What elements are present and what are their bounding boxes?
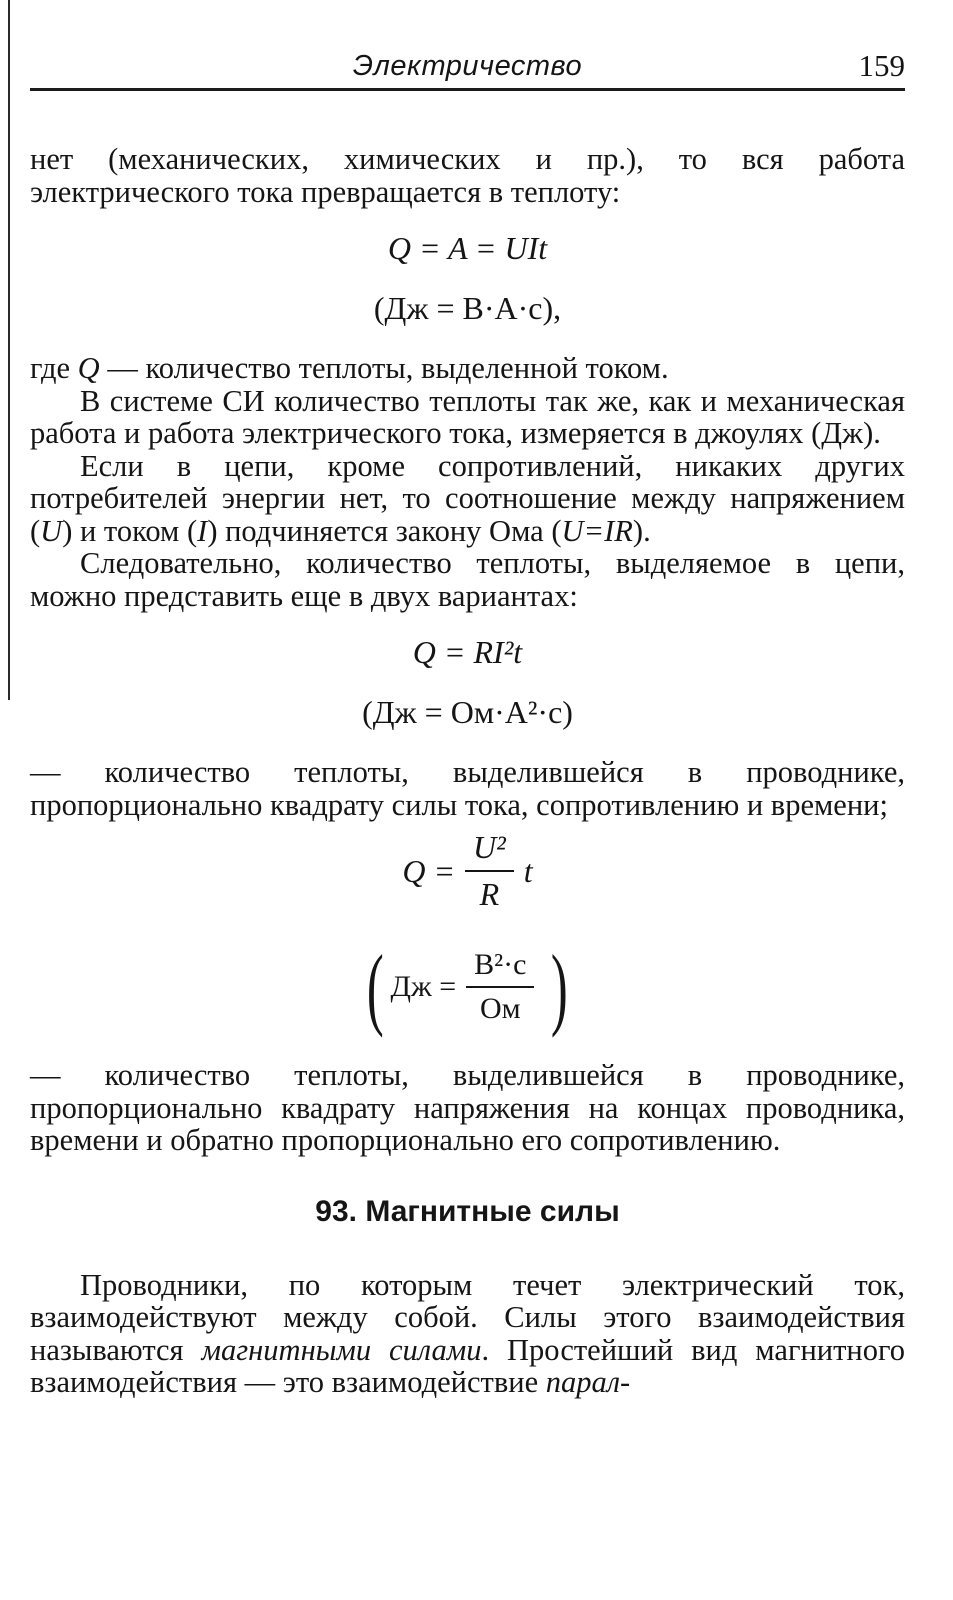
formula-joule-current-units: (Дж = Ом·А²·с) xyxy=(362,694,573,730)
paragraph-8-term: магнитными силами xyxy=(201,1332,482,1367)
paragraph-5: Следовательно, количество теплоты, выделяемое в цепи, можно представить еще в двух вариантах: xyxy=(30,546,905,613)
paragraph-2-where: где xyxy=(30,351,71,385)
page-number: 159 xyxy=(858,48,905,83)
formula-3-fraction xyxy=(465,829,514,913)
page-edge-line xyxy=(8,0,10,700)
paragraph-8-a: Проводники, по которым течет электрический ток, взаимодействуют между собой. Силы этого взаимодействия называются xyxy=(30,1267,905,1367)
paragraph-2-symbol: Q xyxy=(77,351,100,385)
paragraph-4-d: ). xyxy=(632,513,651,548)
paragraph-4-ohm-law: U=IR xyxy=(561,513,633,548)
paragraph-7: — количество теплоты, выделившейся в проводнике, пропорционально квадрату напряжения на концах проводника, времени и обратно пропорционально его сопротивлению. xyxy=(30,1058,905,1157)
formula-3-units-inner xyxy=(391,948,545,1026)
formula-joule-current: Q = RI²t xyxy=(412,634,523,670)
paragraph-2-rest: — количество теплоты, выделенной током. xyxy=(107,351,669,385)
right-paren-glyph: ) xyxy=(551,936,569,1038)
paragraph-6: — количество теплоты, выделившейся в проводнике, пропорционально квадрату силы тока, сопротивлению и времени; xyxy=(30,755,905,822)
formula-3-denominator: R xyxy=(479,876,500,912)
paragraph-4-b: ) и током ( xyxy=(62,513,198,548)
paragraph-4-c: ) подчиняется закону Ома ( xyxy=(207,513,562,548)
paragraph-2 xyxy=(30,352,905,385)
formula-3-units-fraction xyxy=(466,948,534,1026)
formula-heat-work: Q = A = UIt xyxy=(387,230,548,266)
formula-3-lhs: Q = xyxy=(402,852,456,889)
running-title: Электричество xyxy=(352,50,583,82)
formula-joule-voltage xyxy=(30,829,905,913)
formula-3-numerator: U² xyxy=(465,829,514,872)
formula-joule-voltage-units xyxy=(30,936,905,1038)
formula-heat-work-units: (Дж = В·А·с), xyxy=(373,290,562,326)
section-heading: 93. Магнитные силы xyxy=(315,1194,620,1228)
running-head xyxy=(30,40,905,91)
paragraph-4-I: I xyxy=(197,513,208,548)
book-page xyxy=(30,40,905,1399)
left-paren-glyph: ( xyxy=(366,936,384,1038)
formula-3-units-lhs: Дж = xyxy=(390,970,457,1003)
paragraph-4 xyxy=(30,450,905,548)
paragraph-8-b: . Простейший вид магнитного взаимодействия — это взаимодействие xyxy=(30,1332,905,1399)
formula-3-rhs: t xyxy=(523,852,533,889)
paragraph-3: В системе СИ количество теплоты так же, как и механическая работа и работа электрического тока, измеряется в джоулях (Дж). xyxy=(30,383,905,450)
paragraph-8-tail: парал- xyxy=(545,1365,631,1399)
paragraph-8 xyxy=(30,1269,905,1399)
paragraph-1: нет (механических, химических и пр.), то вся работа электрического тока превращается в теплоту: xyxy=(30,142,905,209)
formula-3-units-numerator: В²·с xyxy=(466,948,534,988)
formula-3-units-denominator: Ом xyxy=(479,992,521,1025)
paragraph-4-a: Если в цепи, кроме сопротивлений, никаких других потребителей энергии нет, то соотношение между напряжением ( xyxy=(30,448,905,548)
paragraph-4-U: U xyxy=(40,513,63,548)
